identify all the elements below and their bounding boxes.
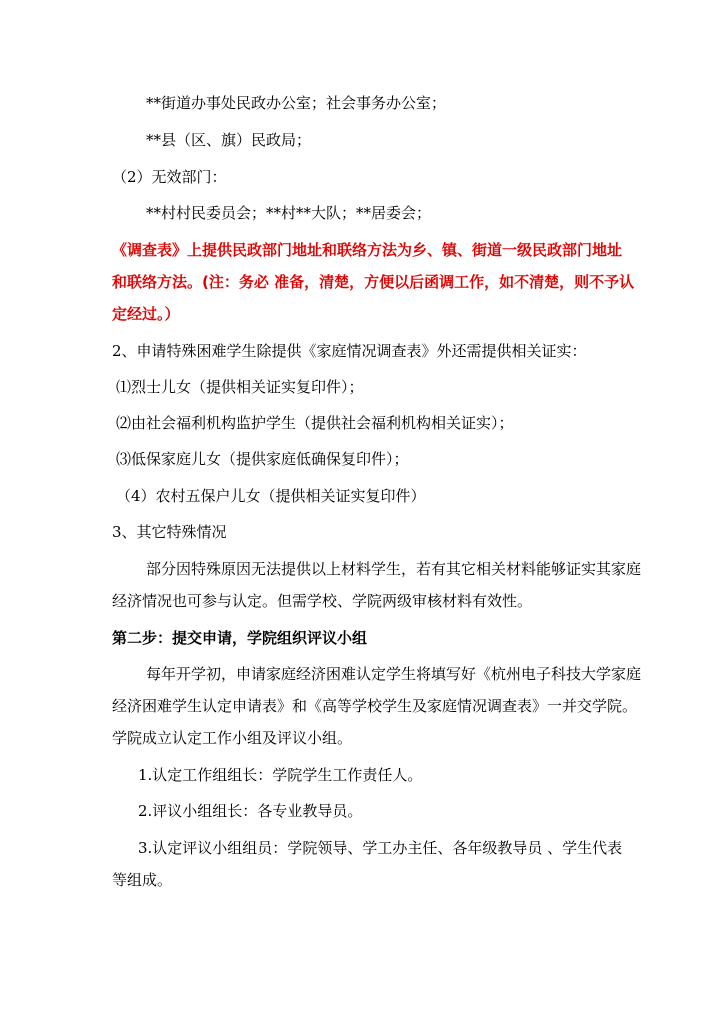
paragraph-line: 学院成立认定工作小组及评议小组。 — [112, 729, 353, 747]
paragraph-line: **街道办事处民政办公室；社会事务办公室； — [146, 94, 447, 112]
list-item: 1.认定工作组组长：学院学生工作责任人。 — [138, 766, 423, 784]
paragraph-line: （2）无效部门： — [112, 168, 227, 186]
list-item: 等组成。 — [112, 871, 173, 889]
paragraph-line: 部分因特殊原因无法提供以上材料学生，若有其它相关材料能够证实其家庭 — [146, 560, 642, 578]
paragraph-line: **县（区、旗）民政局； — [146, 131, 312, 149]
list-item: 3.认定评议小组组员：学院领导、学工办主任、各年级教导员 、学生代表 — [138, 839, 623, 857]
section-heading: 3、其它特殊情况 — [112, 523, 227, 541]
section-heading: 2、申请特殊困难学生除提供《家庭情况调查表》外还需提供相关证实： — [112, 342, 587, 360]
note-line: 定经过。） — [112, 305, 180, 323]
list-item: ⑵由社会福利机构监护学生（提供社会福利机构相关证实）； — [116, 414, 514, 432]
paragraph-line: 经济困难学生认定申请表》和《高等学校学生及家庭情况调查表》一并交学院。 — [112, 697, 638, 715]
paragraph-line: 每年开学初，申请家庭经济困难认定学生将填写好《杭州电子科技大学家庭 — [146, 665, 642, 683]
list-item: ⑶低保家庭儿女（提供家庭低确保复印件）； — [116, 450, 409, 468]
list-item: ⑴烈士儿女（提供相关证实复印件）； — [116, 378, 364, 396]
paragraph-line: **村村民委员会；**村**大队；**居委会； — [146, 204, 432, 222]
paragraph-line: 经济情况也可参与认定。但需学校、学院两级审核材料有效性。 — [112, 592, 533, 610]
list-item: 2.评议小组组长：各专业教导员。 — [138, 802, 363, 820]
list-item: （4）农村五保户儿女（提供相关证实复印件） — [116, 487, 426, 505]
note-line: 《调查表》上提供民政部门地址和联络方法为乡、镇、街道一级民政部门地址 — [112, 241, 623, 259]
step-heading: 第二步：提交申请，学院组织评议小组 — [112, 629, 368, 647]
note-line: 和联络方法。(注：务必 准备，清楚，方便以后函调工作，如不清楚，则不予认 — [112, 273, 635, 291]
